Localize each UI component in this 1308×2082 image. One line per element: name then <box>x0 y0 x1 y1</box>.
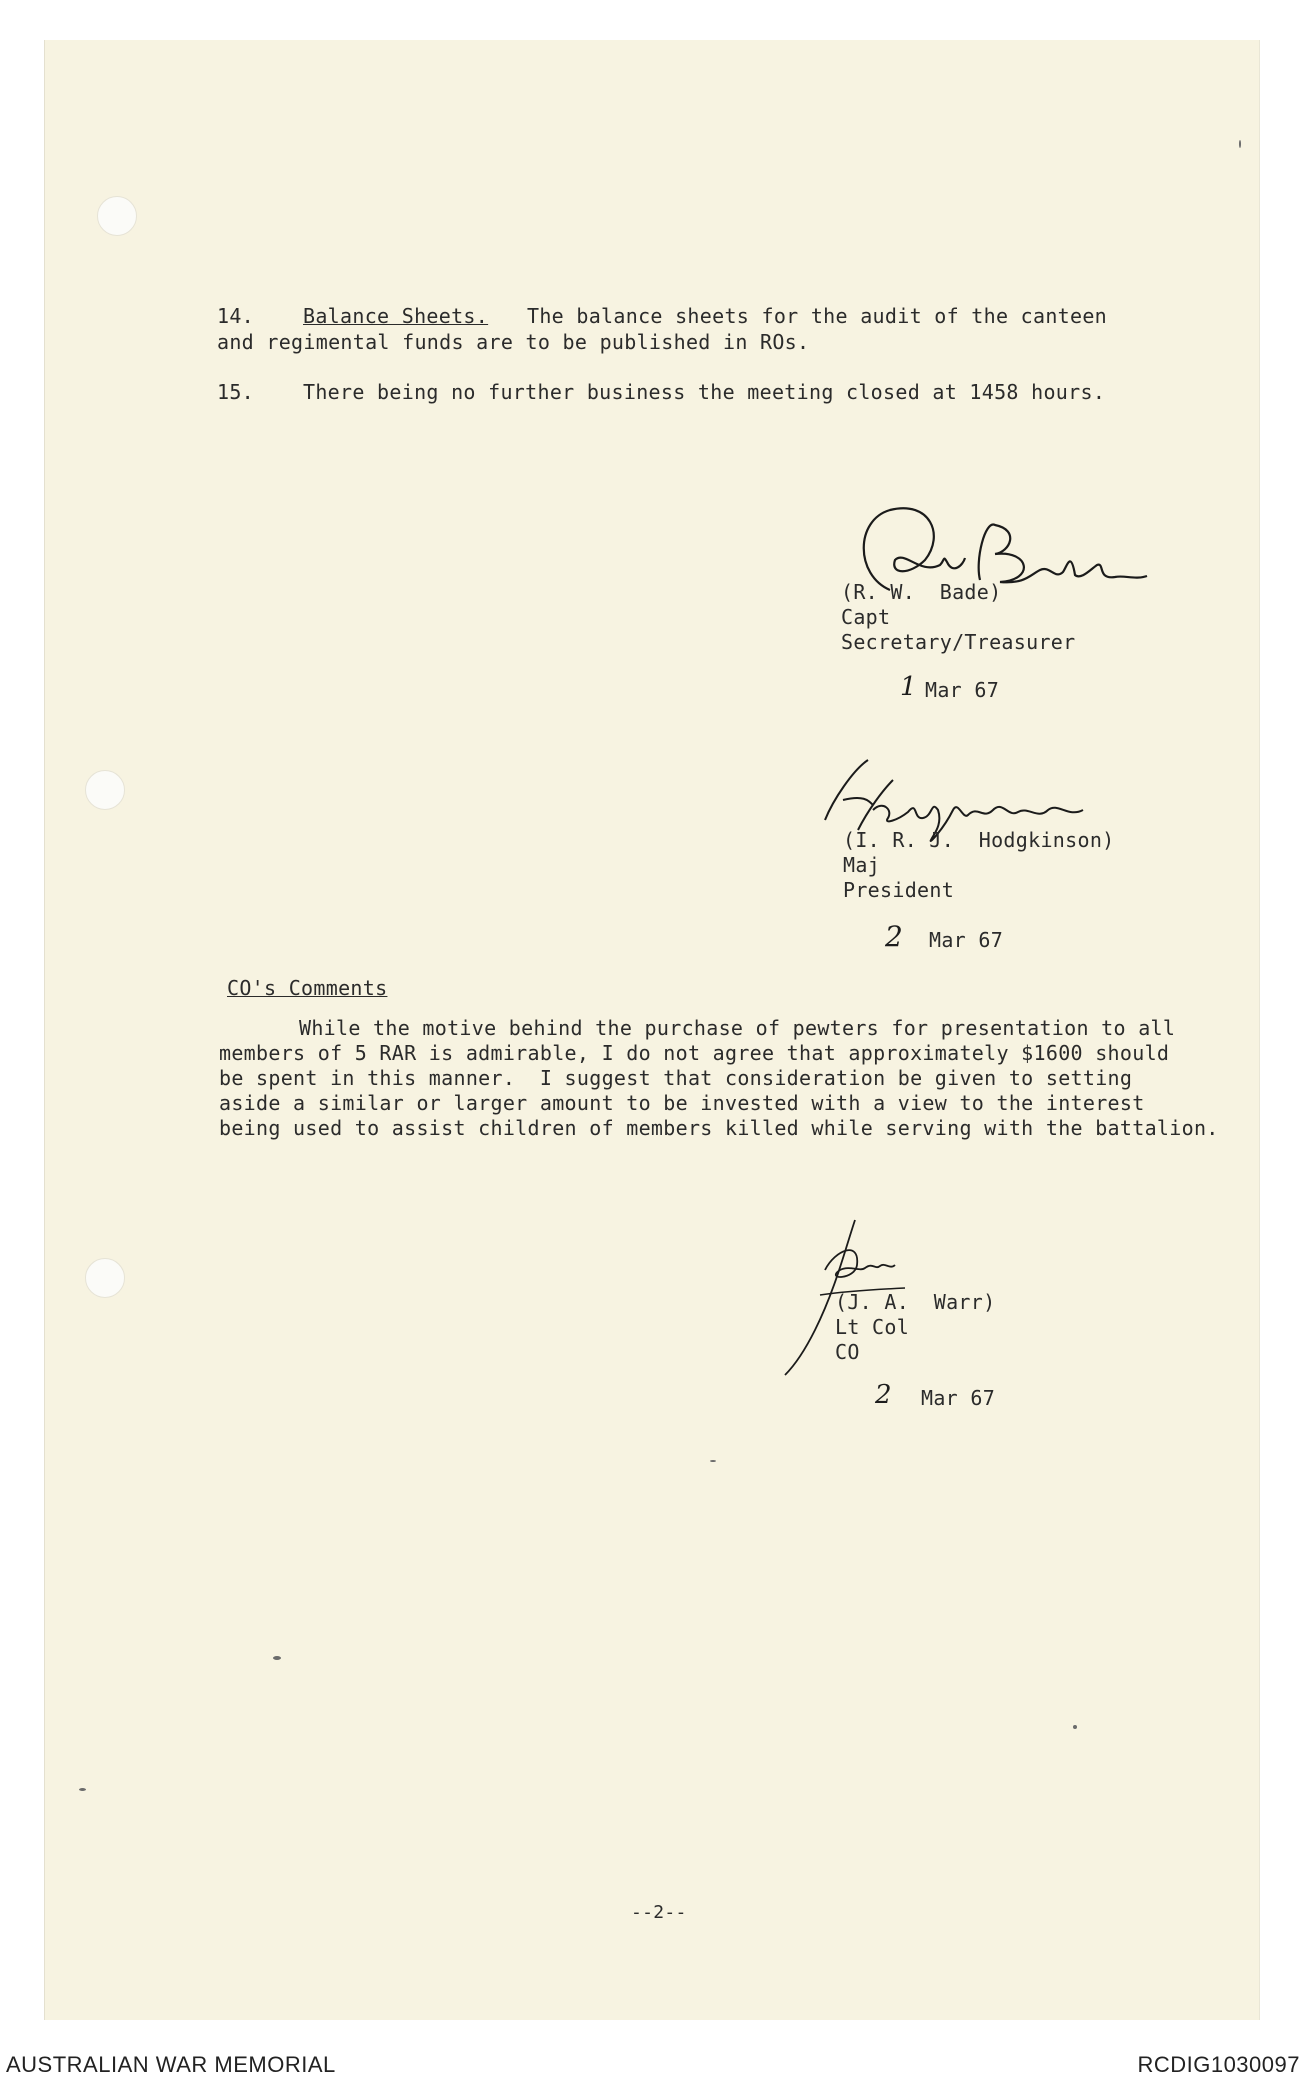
punch-hole-bottom <box>85 1258 125 1298</box>
signatory-2-date: Mar 67 <box>929 928 1004 952</box>
item-14-number: 14. <box>217 304 255 328</box>
co-comments-line-1: While the motive behind the purchase of pewters for presentation to all <box>299 1016 1176 1040</box>
signatory-3-role: CO <box>835 1340 860 1364</box>
signatory-3-name: (J. A. Warr) <box>835 1290 996 1314</box>
co-comments-heading: CO's Comments <box>227 976 388 1000</box>
page-number: --2-- <box>631 1902 687 1923</box>
paper-mark <box>710 1460 716 1462</box>
document-page <box>44 40 1260 2020</box>
signatory-1-date: Mar 67 <box>925 678 1000 702</box>
paper-mark <box>1073 1725 1077 1729</box>
co-comments-line-3: be spent in this manner. I suggest that consideration be given to setting <box>219 1066 1133 1090</box>
punch-hole-top <box>97 196 137 236</box>
paper-mark <box>273 1656 281 1660</box>
signatory-2-rank: Maj <box>843 853 881 877</box>
item-15-text: There being no further business the meeting closed at 1458 hours. <box>303 380 1106 404</box>
signatory-2-date-day: 2 <box>885 920 903 953</box>
co-comments-line-4: aside a similar or larger amount to be invested with a view to the interest <box>219 1091 1145 1115</box>
item-15-number: 15. <box>217 380 255 404</box>
paper-mark <box>79 1788 86 1791</box>
punch-hole-middle <box>85 770 125 810</box>
signatory-3-date: Mar 67 <box>921 1386 996 1410</box>
co-comments-line-5: being used to assist children of members killed while serving with the battalion. <box>219 1116 1219 1140</box>
signatory-3-date-day: 2 <box>875 1380 892 1410</box>
item-14-line-1: The balance sheets for the audit of the canteen <box>527 304 1108 328</box>
signatory-3-rank: Lt Col <box>835 1315 910 1339</box>
footer-record-id: RCDIG1030097 <box>1137 2052 1300 2077</box>
signatory-2-name: (I. R. J. Hodgkinson) <box>843 828 1115 852</box>
signatory-1-name: (R. W. Bade) <box>841 580 1002 604</box>
signatory-2-role: President <box>843 878 955 902</box>
paper-mark <box>1239 140 1241 148</box>
signatory-1-date-day: 1 <box>900 672 917 702</box>
signatory-1-rank: Capt <box>841 605 891 629</box>
footer-source-label: AUSTRALIAN WAR MEMORIAL <box>6 2052 336 2077</box>
co-comments-line-2: members of 5 RAR is admirable, I do not agree that approximately $1600 should <box>219 1041 1170 1065</box>
item-14-line-2: and regimental funds are to be published in ROs. <box>217 330 810 354</box>
signatory-1-role: Secretary/Treasurer <box>841 630 1076 654</box>
item-14-heading: Balance Sheets. <box>303 304 489 328</box>
